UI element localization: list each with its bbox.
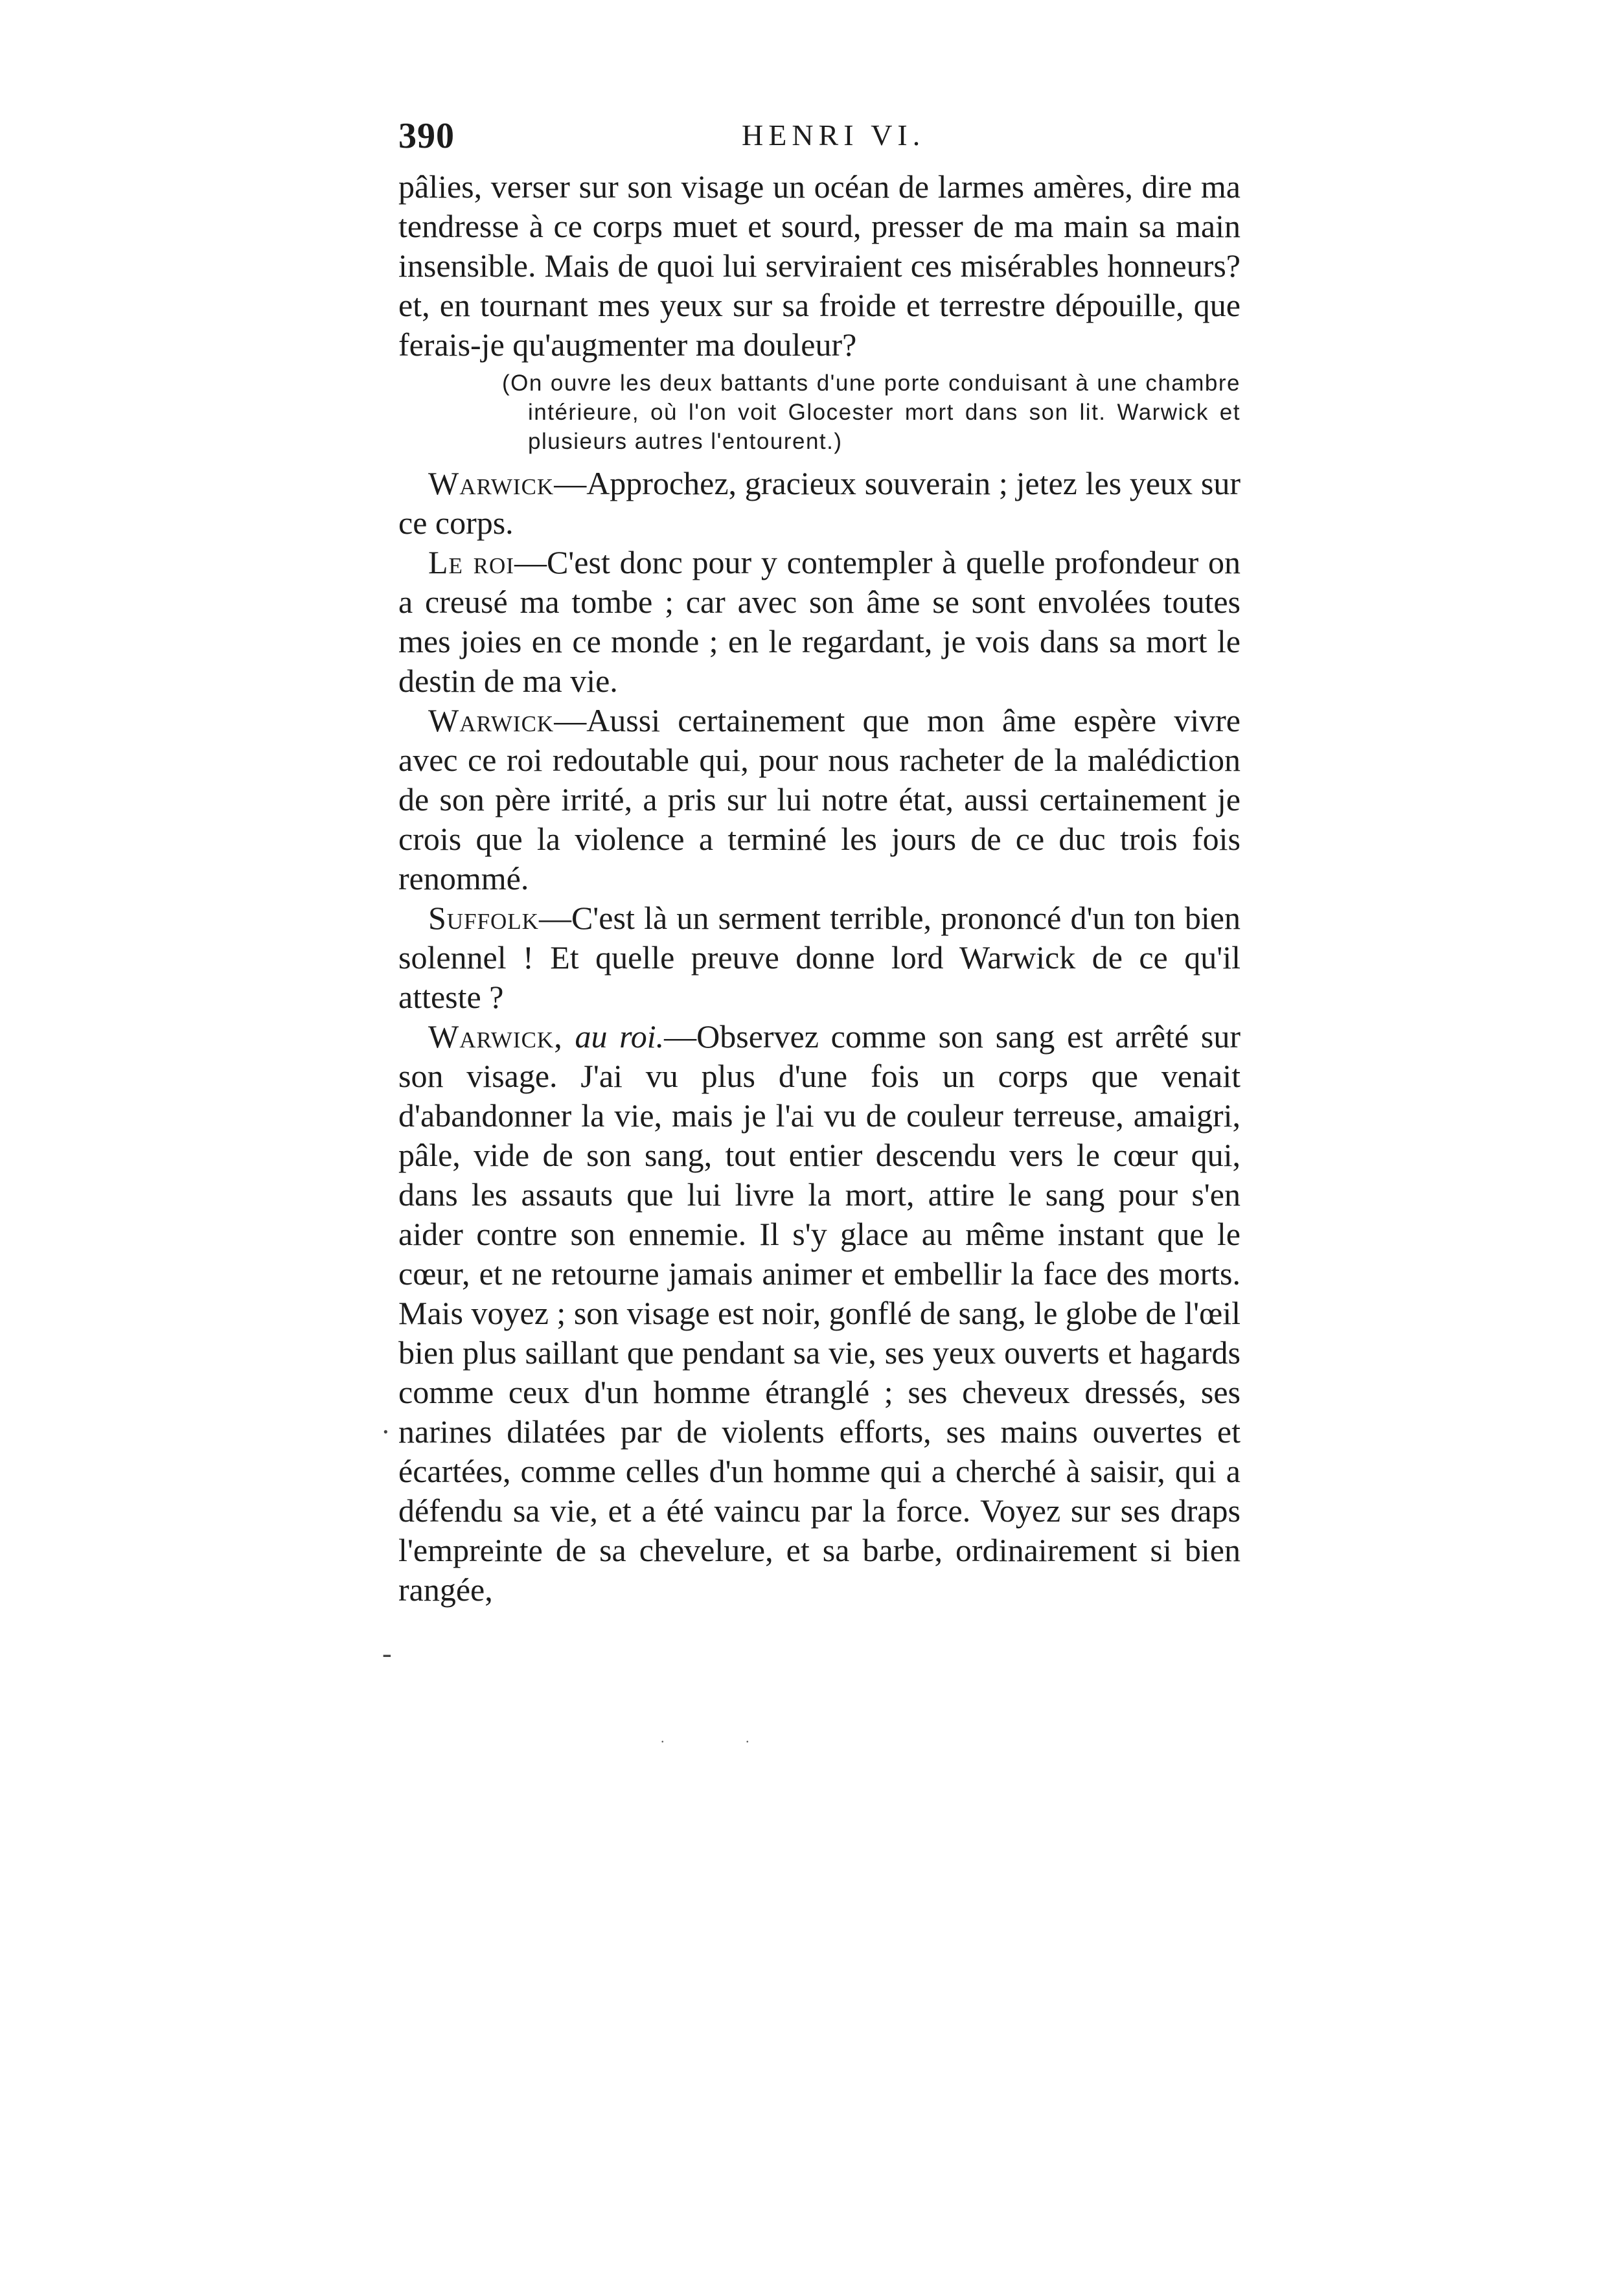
speech-suffolk	[398, 898, 1241, 1017]
speech-text: —C'est donc pour y contempler à quelle profondeur on a creusé ma tombe ; car avec son âme se sont envolées toutes mes joies en ce monde ; en le regardant, je vois dans sa mort le destin de ma vie.	[398, 544, 1241, 699]
book-page	[398, 115, 1241, 1610]
stage-aside: au roi.	[575, 1018, 665, 1055]
body-text	[398, 167, 1241, 1610]
speech-text: —Aussi certainement que mon âme espère vivre avec ce roi redoutable qui, pour nous racheter de la malédiction de son père irrité, a pris sur lui notre état, aussi certainement je crois que la violence a terminé les jours de ce duc trois fois renommé.	[398, 702, 1241, 896]
speech-warwick-2	[398, 701, 1241, 898]
speaker-name: Warwick,	[428, 1018, 563, 1055]
bottom-dots: . .	[661, 1730, 788, 1746]
margin-mark: -	[382, 1638, 392, 1669]
running-title: HENRI VI.	[742, 119, 926, 152]
running-head	[398, 115, 1241, 167]
speaker-name: Warwick	[428, 702, 555, 738]
stage-direction: (On ouvre les deux battants d'une porte conduisant à une chambre intérieure, où l'on voit Glocester mort dans son lit. Warwick et plusieurs autres l'entourent.)	[502, 371, 1241, 454]
page-number: 390	[398, 116, 455, 156]
speech-text: —Observez comme son sang est arrêté sur son visage. J'ai vu plus d'une fois un corps que venait d'abandonner la vie, mais je l'ai vu de couleur terreuse, amaigri, pâle, vide de son sang, tout entier descendu vers le cœur qui, dans les assauts que lui livre la mort, attire le sang pour s'en aider contre son ennemie. Il s'y glace au même instant que le cœur, et ne retourne jamais animer et embellir la face des morts. Mais voyez ; son visage est noir, gonflé de sang, le globe de l'œil bien plus saillant que pendant sa vie, ses yeux ouverts et hagards comme ceux d'un homme étranglé ; ses cheveux dressés, ses narines dilatées par de violents efforts, ses mains ouvertes et écartées, comme celles d'un homme qui a cherché à saisir, qui a défendu sa vie, et a été vaincu par la force. Voyez sur ses draps l'empreinte de sa chevelure, et sa barbe, ordinairement si bien rangée,	[398, 1018, 1241, 1608]
continuation-paragraph: pâlies, verser sur son visage un océan de larmes amères, dire ma tendresse à ce corps muet et sourd, presser de ma main sa main insensible. Mais de quoi lui serviraient ces misérables honneurs? et, en tournant mes yeux sur sa froide et terrestre dépouille, que ferais-je qu'augmenter ma douleur?	[398, 168, 1241, 363]
speaker-name: Suffolk	[428, 900, 539, 936]
speech-text: —Approchez, gracieux souverain ; jetez les yeux sur ce corps.	[398, 465, 1241, 541]
speaker-name: Le roi	[428, 544, 514, 580]
speaker-name: Warwick	[428, 465, 555, 501]
speech-warwick-1	[398, 464, 1241, 543]
speech-text: —C'est là un serment terrible, prononcé d'un ton bien solennel ! Et quelle preuve donne lord Warwick de ce qu'il atteste ?	[398, 900, 1241, 1015]
speech-warwick-3	[398, 1017, 1241, 1610]
margin-mark: ·	[381, 1416, 391, 1448]
speech-le-roi	[398, 543, 1241, 701]
